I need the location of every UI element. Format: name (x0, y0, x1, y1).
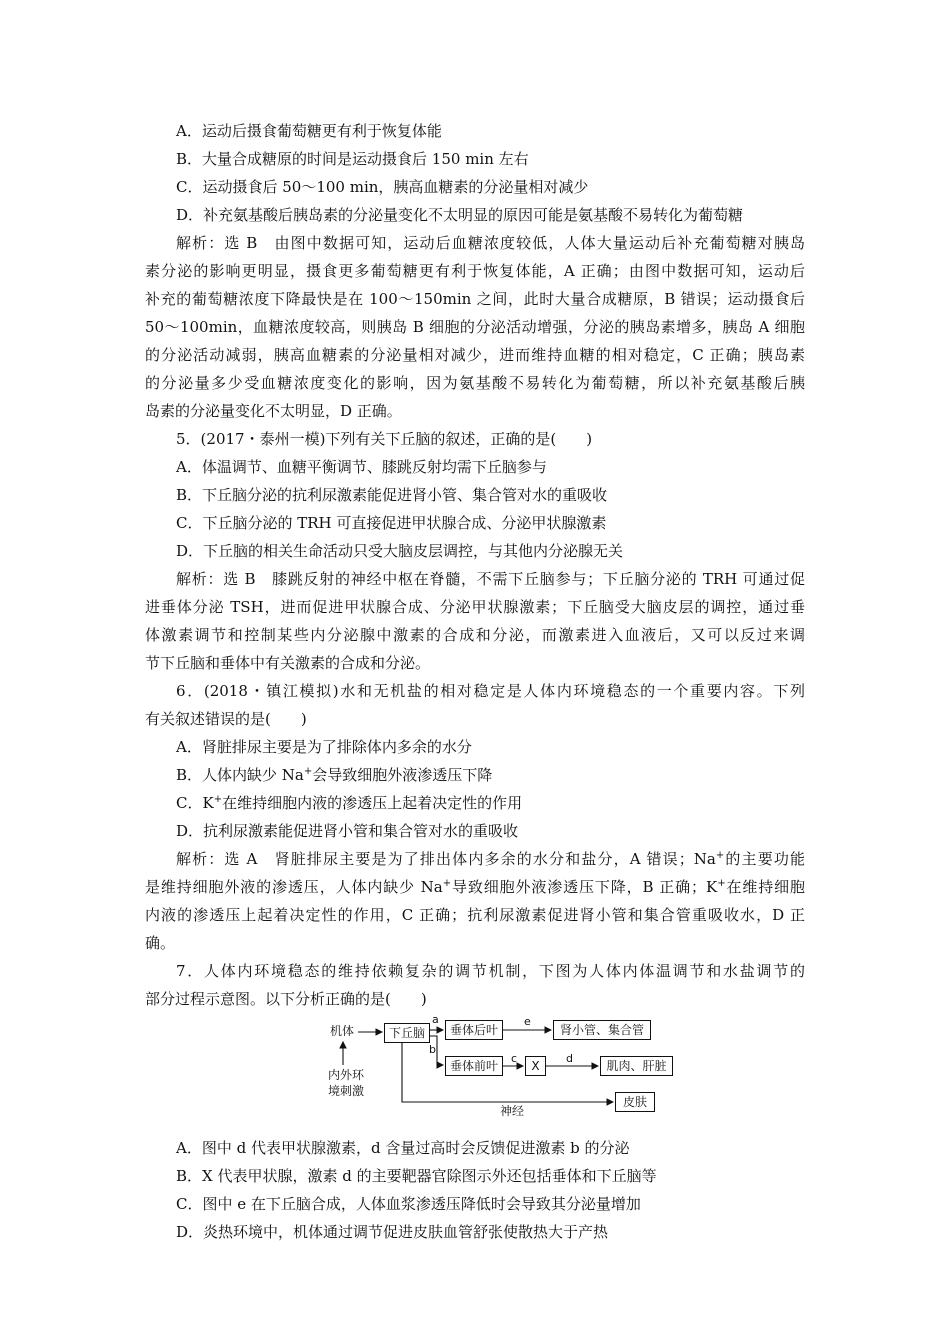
skin-box: 皮肤 (615, 1092, 655, 1112)
q7-option-b: B．X 代表甲状腺，激素 d 的主要靶器官除图示外还包括垂体和下丘脑等 (176, 1167, 657, 1185)
q5-option-c: C．下丘脑分泌的 TRH 可直接促进甲状腺合成、分泌甲状腺激素 (176, 514, 607, 532)
q6-analysis-line: 是维持细胞外液的渗透压，人体内缺少 Na+导致细胞外液渗透压下降，B 正确；K+在维持细胞 (145, 878, 805, 896)
q6-stem-cont: 有关叙述错误的是( ) (145, 710, 307, 728)
regulation-diagram (328, 1010, 678, 1130)
label-b: b (429, 1043, 436, 1056)
q4-analysis-line: 的分泌活动减弱，胰高血糖素的分泌量相对减少，进而维持血糖的相对稳定，C 正确；胰岛素 (145, 346, 805, 364)
q6-analysis-line: 内液的渗透压上起着决定性的作用，C 正确；抗利尿激素促进肾小管和集合管重吸收水，D 正 (145, 906, 805, 924)
q5-analysis-line: 节下丘脑和垂体中有关激素的合成和分泌。 (145, 654, 431, 672)
x-box: X (525, 1056, 546, 1076)
kidney-tubule-box: 肾小管、集合管 (553, 1020, 651, 1040)
q4-option-b: B．大量合成糖原的时间是运动摄食后 150 min 左右 (176, 150, 529, 168)
q7-option-a: A．图中 d 代表甲状腺激素，d 含量过高时会反馈促进激素 b 的分泌 (176, 1139, 630, 1157)
q6-stem: 6．(2018・镇江模拟)水和无机盐的相对稳定是人体内环境稳态的一个重要内容。下列 (176, 682, 805, 700)
label-d: d (566, 1052, 573, 1065)
stimulus-label: 境刺激 (328, 1084, 365, 1098)
q4-option-d: D．补充氨基酸后胰岛素的分泌量变化不太明显的原因可能是氨基酸不易转化为葡萄糖 (176, 206, 744, 224)
label-c: c (511, 1052, 518, 1065)
label-a: a (432, 1013, 439, 1026)
muscle-liver-box: 肌肉、肝脏 (600, 1056, 673, 1076)
stimulus-label: 内外环 (328, 1068, 365, 1082)
q5-analysis-line: 解析：选 B 膝跳反射的神经中枢在脊髓，不需下丘脑参与；下丘脑分泌的 TRH 可通过促 (176, 570, 805, 588)
q4-analysis-line: 岛素的分泌量变化不太明显，D 正确。 (145, 402, 402, 420)
q7-stem-cont: 部分过程示意图。以下分析正确的是( ) (145, 990, 427, 1008)
q6-option-b: B．人体内缺少 Na+会导致细胞外液渗透压下降 (176, 766, 493, 784)
q5-analysis-line: 进垂体分泌 TSH，进而促进甲状腺合成、分泌甲状腺激素；下丘脑受大脑皮层的调控，通过垂 (145, 598, 805, 616)
q6-option-c: C．K+在维持细胞内液的渗透压上起着决定性的作用 (176, 794, 523, 812)
q6-analysis-line: 解析：选 A 肾脏排尿主要是为了排出体内多余的水分和盐分，A 错误；Na+的主要功能 (176, 850, 805, 868)
q4-analysis-line: 的分泌量多少受血糖浓度变化的影响，因为氨基酸不易转化为葡萄糖，所以补充氨基酸后胰 (145, 374, 805, 392)
q5-option-a: A．体温调节、血糖平衡调节、膝跳反射均需下丘脑参与 (176, 458, 547, 476)
q6-analysis-line: 确。 (145, 934, 176, 952)
anterior-pituitary-box: 垂体前叶 (445, 1056, 503, 1076)
q5-option-d: D．下丘脑的相关生命活动只受大脑皮层调控，与其他内分泌腺无关 (176, 542, 624, 560)
body-label: 机体 (330, 1024, 355, 1038)
q6-option-d: D．抗利尿激素能促进肾小管和集合管对水的重吸收 (176, 822, 519, 840)
q5-stem: 5．(2017・泰州一模)下列有关下丘脑的叙述，正确的是( ) (176, 430, 593, 448)
posterior-pituitary-box: 垂体后叶 (445, 1020, 503, 1040)
q7-option-c: C．图中 e 在下丘脑合成，人体血浆渗透压降低时会导致其分泌量增加 (176, 1195, 641, 1213)
q4-analysis-line: 解析：选 B 由图中数据可知，运动后血糖浓度较低，人体大量运动后补充葡萄糖对胰岛 (176, 234, 805, 252)
q4-analysis-line: 素分泌的影响更明显，摄食更多葡萄糖更有利于恢复体能，A 正确；由图中数据可知，运动后 (145, 262, 805, 280)
q5-analysis-line: 体激素调节和控制某些内分泌腺中激素的合成和分泌，而激素进入血液后，又可以反过来调 (145, 626, 805, 644)
hypothalamus-box: 下丘脑 (384, 1023, 430, 1043)
nerve-label: 神经 (500, 1104, 525, 1118)
q4-option-a: A．运动后摄食葡萄糖更有利于恢复体能 (176, 122, 442, 140)
q4-option-c: C．运动摄食后 50～100 min，胰高血糖素的分泌量相对减少 (176, 178, 589, 196)
q7-stem: 7．人体内环境稳态的维持依赖复杂的调节机制，下图为人体内体温调节和水盐调节的 (176, 962, 805, 980)
q5-option-b: B．下丘脑分泌的抗利尿激素能促进肾小管、集合管对水的重吸收 (176, 486, 608, 504)
q7-option-d: D．炎热环境中，机体通过调节促进皮肤血管舒张使散热大于产热 (176, 1223, 609, 1241)
q4-analysis-line: 补充的葡萄糖浓度下降最快是在 100～150min 之间，此时大量合成糖原，B 错误；运动摄食后 (145, 290, 805, 308)
label-e: e (524, 1015, 531, 1028)
q4-analysis-line: 50～100min，血糖浓度较高，则胰岛 B 细胞的分泌活动增强，分泌的胰岛素增多，胰岛 A 细胞 (145, 318, 805, 336)
q6-option-a: A．肾脏排尿主要是为了排除体内多余的水分 (176, 738, 472, 756)
